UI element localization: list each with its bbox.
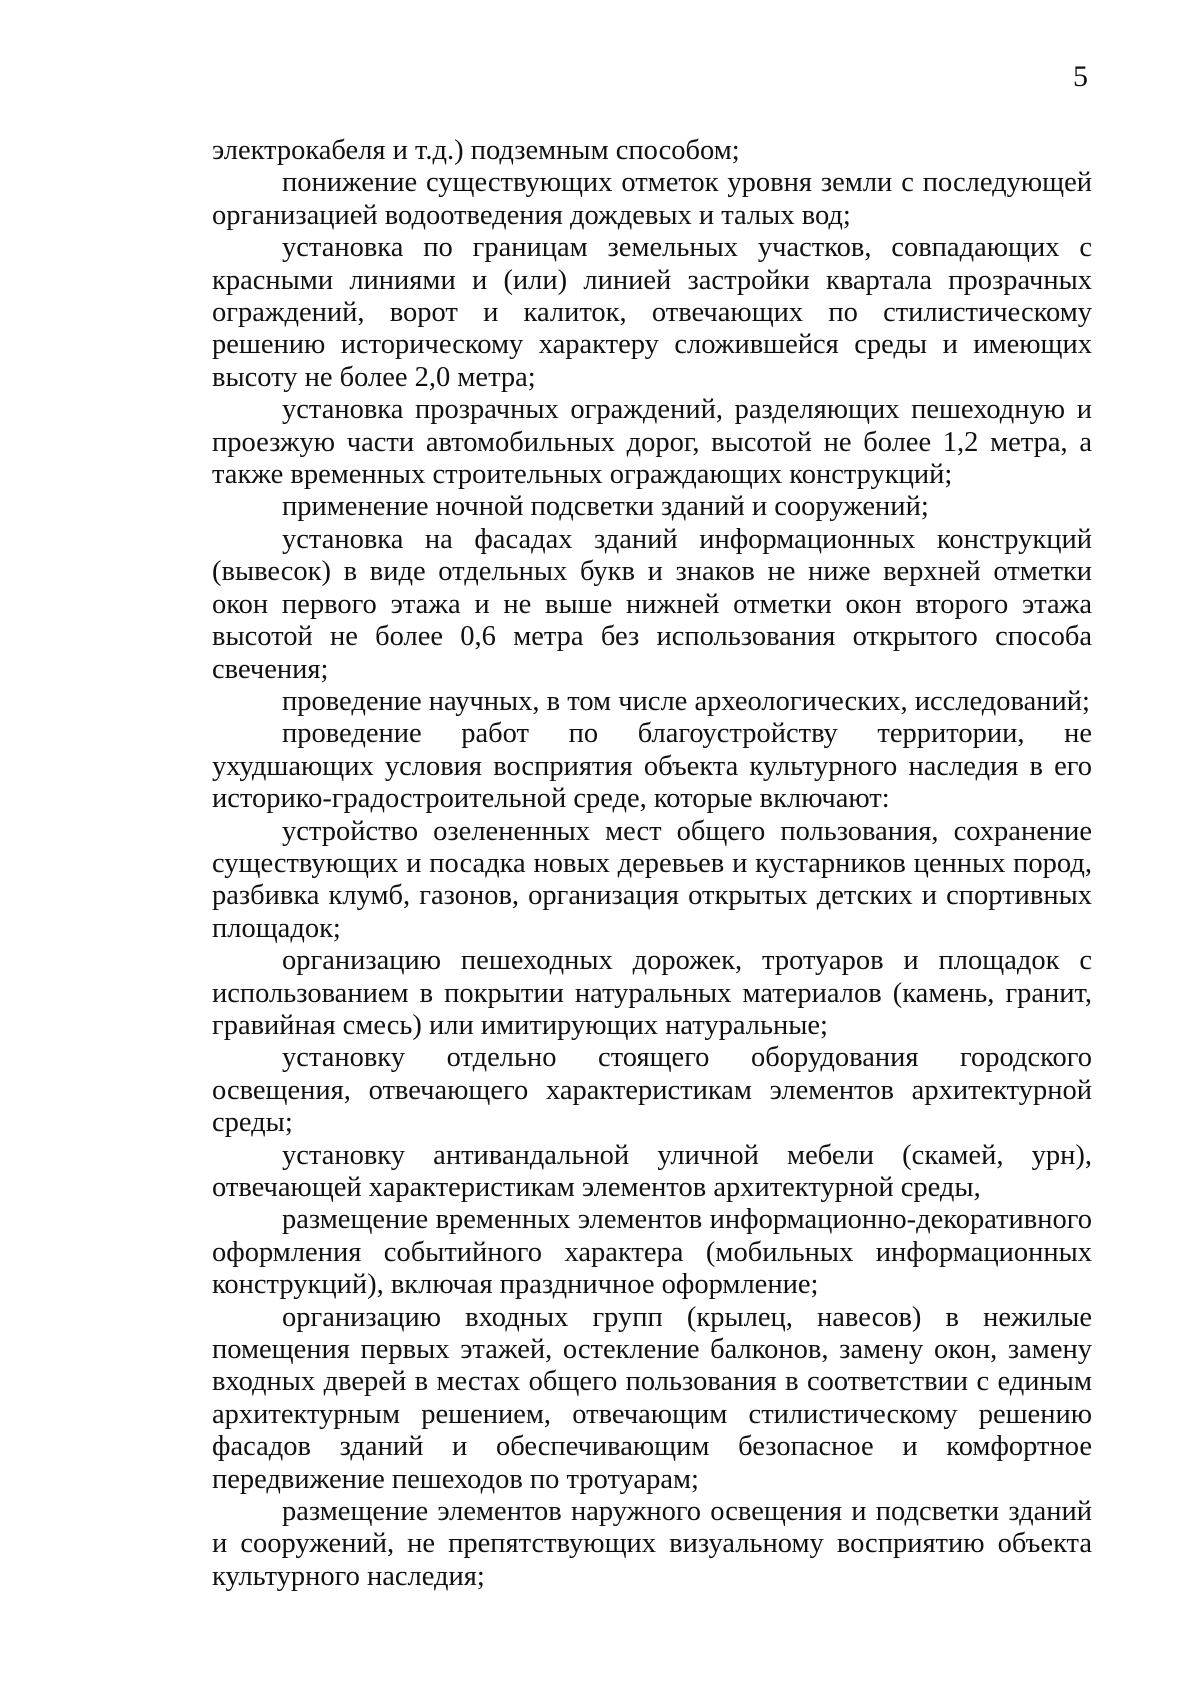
paragraph: электрокабеля и т.д.) подземным способом; — [212, 135, 740, 166]
paragraph: применение ночной подсветки зданий и сооружений; — [282, 491, 929, 523]
paragraph: устройство озелененных мест общего пользования, сохранение существующих и посадка новых деревьев и кустарников ценных пород, разбивка клумб, газонов, организация открытых детских и спортивных площадок; — [212, 815, 1092, 944]
paragraph: понижение существующих отметок уровня земли с последующей организацией водоотведения дождевых и талых вод; — [212, 167, 1092, 231]
paragraph: проведение работ по благоустройству территории, не ухудшающих условия восприятия объекта культурного наследия в его историко-градостроительной среде, которые включают: — [212, 718, 1092, 815]
paragraph: размещение элементов наружного освещения и подсветки зданий и сооружений, не препятствующих визуальному восприятию объекта культурного наследия; — [212, 1496, 1092, 1592]
paragraph: размещение временных элементов информационно-декоративного оформления событийного характера (мобильных информационных конструкций), включая праздничное оформление; — [212, 1204, 1092, 1301]
paragraph: установку отдельно стоящего оборудования городского освещения, отвечающего характеристикам элементов архитектурной среды; — [212, 1042, 1092, 1139]
paragraph: установка по границам земельных участков, совпадающих с красными линиями и (или) линией застройки квартала прозрачных ограждений, ворот и калиток, отвечающих по стилистическому решению историческому характеру сложившейся среды и имеющих высоту не более 2,0 метра; — [212, 232, 1092, 393]
paragraph: организацию входных групп (крылец, навесов) в нежилые помещения первых этажей, остекление балконов, замену окон, замену входных дверей в местах общего пользования в соответствии с единым архитектурным решением, отвечающим стилистическому решению фасадов зданий и обеспечивающим безопасное и комфортное передвижение пешеходов по тротуарам; — [212, 1301, 1092, 1495]
paragraph: установка прозрачных ограждений, разделяющих пешеходную и проезжую части автомобильных дорог, высотой не более 1,2 метра, а также временных строительных ограждающих конструкций; — [212, 394, 1092, 491]
paragraph: проведение научных, в том числе археологических, исследований; — [282, 685, 1090, 717]
page-number: 5 — [1073, 60, 1088, 93]
document-body — [212, 135, 1092, 1593]
paragraph: установку антивандальной уличной мебели (скамей, урн), отвечающей характеристикам элементов архитектурной среды, — [212, 1139, 1092, 1203]
paragraph: организацию пешеходных дорожек, тротуаров и площадок с использованием в покрытии натуральных материалов (камень, гранит, гравийная смесь) или имитирующих натуральные; — [212, 945, 1092, 1041]
paragraph: установка на фасадах зданий информационных конструкций (вывесок) в виде отдельных букв и знаков не ниже верхней отметки окон первого этажа и не выше нижней отметки окон второго этажа высотой не более 0,6 метра без использования открытого способа свечения; — [212, 523, 1092, 685]
